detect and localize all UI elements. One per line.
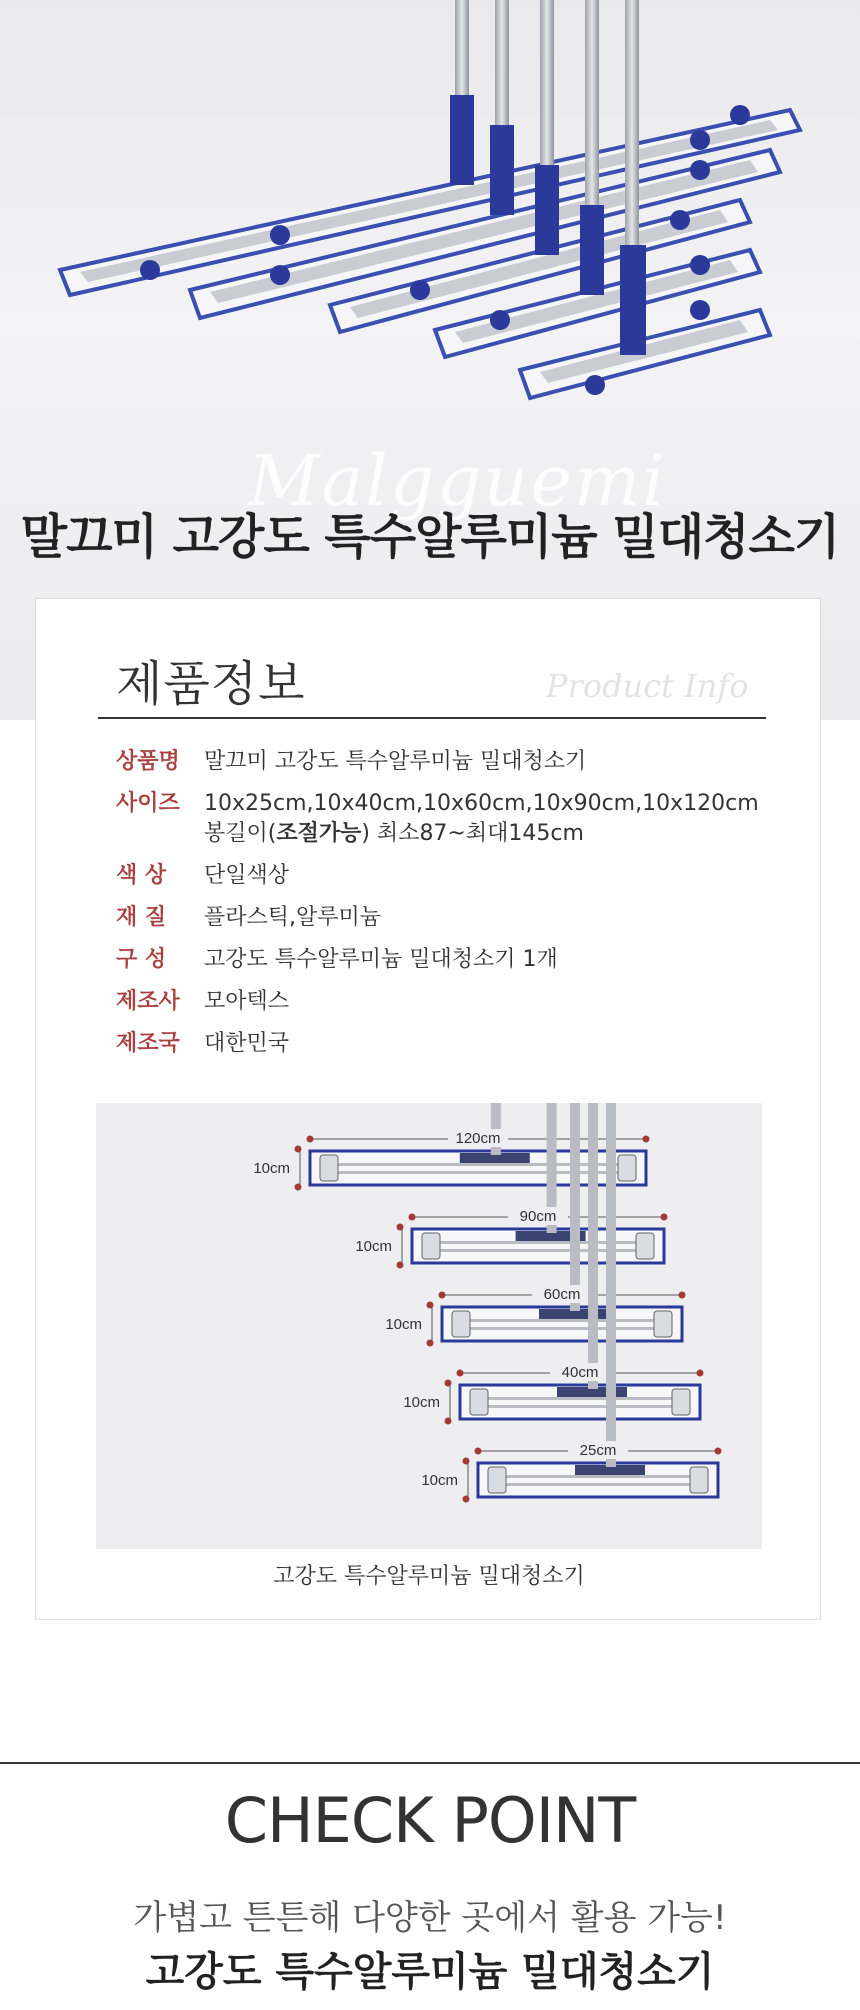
dimension-dot	[427, 1302, 434, 1309]
info-title: 제품정보	[116, 656, 306, 712]
spec-size-list: 10x25cm,10x40cm,10x60cm,10x90cm,10x120cm	[204, 791, 759, 816]
dimension-dot	[307, 1136, 314, 1143]
dimension-dot	[397, 1224, 404, 1231]
mop-rail	[324, 1163, 632, 1166]
height-label: 10cm	[421, 1472, 458, 1489]
width-label: 25cm	[579, 1442, 617, 1459]
mop-clip	[452, 1311, 470, 1337]
mop-clip	[672, 1389, 690, 1415]
mop-clip	[320, 1155, 338, 1181]
height-label: 10cm	[403, 1394, 440, 1411]
spec-row-manufacturer	[116, 987, 756, 1017]
checkpoint-headline: 고강도 특수알루미늄 밀대청소기	[145, 1949, 715, 1995]
section-divider	[0, 1762, 860, 1764]
dimension-dot	[679, 1292, 686, 1299]
dimension-dot	[397, 1262, 404, 1269]
mop-rail	[474, 1405, 686, 1408]
dimension-dot	[463, 1458, 470, 1465]
mop-rail	[324, 1171, 632, 1174]
spec-value: 모아텍스	[204, 989, 290, 1014]
brand-watermark: Malgguemi	[248, 440, 667, 522]
mop-rail	[426, 1241, 650, 1244]
info-subtitle: Product Info	[546, 667, 749, 705]
spec-value: 고강도 특수알루미늄 밀대청소기 1개	[204, 947, 558, 972]
dimension-dot	[295, 1146, 302, 1153]
dimension-dot	[661, 1214, 668, 1221]
spec-row-material	[116, 903, 756, 933]
spec-handle-prefix: 봉길이(	[204, 821, 277, 846]
spec-label: 사이즈	[116, 791, 180, 816]
width-label: 90cm	[519, 1208, 557, 1225]
spec-label: 색 상	[116, 863, 167, 888]
spec-label: 제조사	[116, 989, 180, 1014]
width-label: 60cm	[543, 1286, 581, 1303]
mop-rail	[456, 1319, 668, 1322]
spec-row-color	[116, 861, 756, 891]
spec-value: 플라스틱,알루미늄	[204, 905, 382, 930]
checkpoint-subtitle: 가볍고 튼튼해 다양한 곳에서 활용 가능!	[133, 1898, 727, 1938]
spec-value	[204, 789, 764, 849]
mop-clip	[618, 1155, 636, 1181]
mop-handle	[588, 1103, 598, 1389]
mop-clip	[470, 1389, 488, 1415]
spec-handle-adjustable: 조절가능	[276, 821, 362, 846]
mop-clip	[636, 1233, 654, 1259]
spec-label: 제조국	[116, 1031, 180, 1056]
spec-value: 말끄미 고강도 특수알루미늄 밀대청소기	[204, 749, 587, 774]
height-label: 10cm	[253, 1160, 290, 1177]
spec-row-size	[116, 789, 759, 849]
checkpoint-title: CHECK POINT	[224, 1784, 636, 1857]
spec-row-origin	[116, 1029, 756, 1059]
dimension-dot	[697, 1370, 704, 1377]
mop-rail	[474, 1397, 686, 1400]
mop-rail	[492, 1483, 704, 1486]
dimension-dot	[457, 1370, 464, 1377]
mop-rail	[456, 1327, 668, 1330]
hero-title: 말끄미 고강도 특수알루미늄 밀대청소기	[20, 509, 840, 565]
spec-row-contents	[116, 945, 756, 975]
spec-label: 상품명	[116, 749, 180, 774]
dimension-dot	[409, 1214, 416, 1221]
height-label: 10cm	[355, 1238, 392, 1255]
dimension-dot	[295, 1184, 302, 1191]
dimension-dot	[445, 1418, 452, 1425]
size-diagram-svg	[96, 1103, 762, 1549]
mop-clip	[422, 1233, 440, 1259]
mop-handle	[606, 1103, 616, 1467]
info-divider	[98, 717, 766, 719]
mop-rail	[426, 1249, 650, 1252]
spec-label: 구 성	[116, 947, 167, 972]
mop-clip	[654, 1311, 672, 1337]
diagram-caption: 고강도 특수알루미늄 밀대청소기	[273, 1564, 585, 1589]
dimension-dot	[475, 1448, 482, 1455]
mop-clip	[690, 1467, 708, 1493]
dimension-dot	[439, 1292, 446, 1299]
dimension-dot	[445, 1380, 452, 1387]
dimension-dot	[463, 1496, 470, 1503]
mop-clip	[488, 1467, 506, 1493]
size-diagram	[96, 1103, 762, 1549]
spec-value: 대한민국	[204, 1031, 290, 1056]
width-label: 40cm	[561, 1364, 599, 1381]
mop-handle	[570, 1103, 580, 1311]
product-info-card	[35, 598, 821, 1620]
spec-value: 단일색상	[204, 863, 290, 888]
dimension-dot	[643, 1136, 650, 1143]
dimension-dot	[715, 1448, 722, 1455]
width-label: 120cm	[455, 1130, 501, 1147]
spec-handle-suffix: ) 최소87~최대145cm	[361, 821, 584, 846]
height-label: 10cm	[385, 1316, 422, 1333]
spec-label: 재 질	[116, 905, 167, 930]
mop-rail	[492, 1475, 704, 1478]
spec-row-name	[116, 747, 756, 777]
dimension-dot	[427, 1340, 434, 1347]
